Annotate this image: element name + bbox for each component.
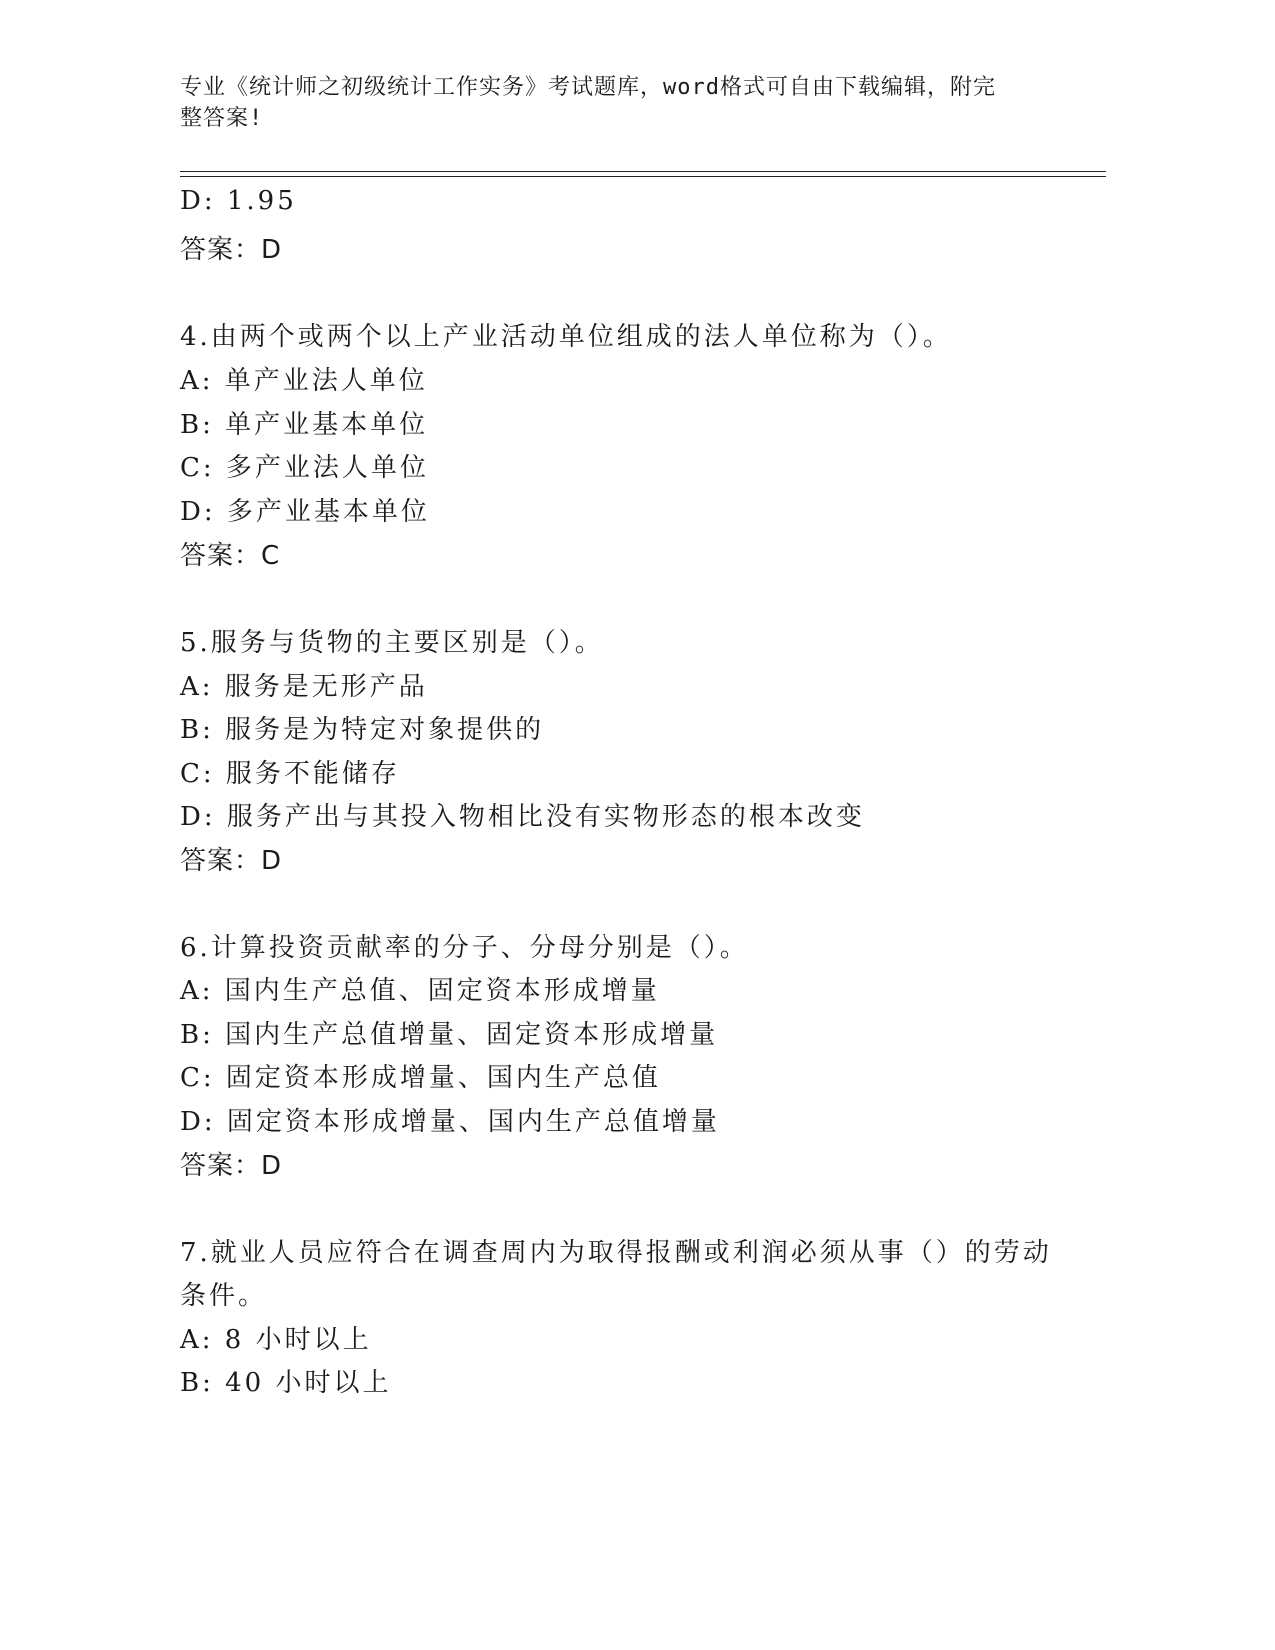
q6-answer: 答案：D	[180, 1151, 283, 1181]
header-line-1: 专业《统计师之初级统计工作实务》考试题库，word格式可自由下载编辑，附完	[180, 75, 996, 100]
q5-option-d: D: 服务产出与其投入物相比没有实物形态的根本改变	[180, 802, 865, 832]
q5-option-a: A: 服务是无形产品	[180, 672, 428, 702]
document-header	[180, 72, 1040, 134]
q6-option-b: B: 国内生产总值增量、固定资本形成增量	[180, 1020, 719, 1050]
prev-option-d: D: 1.95	[180, 186, 297, 216]
q4-answer: 答案：C	[180, 541, 281, 571]
q7-stem-line-1: 7.就业人员应符合在调查周内为取得报酬或利润必须从事（）的劳动	[180, 1238, 1052, 1268]
q6-option-a: A: 国内生产总值、固定资本形成增量	[180, 976, 660, 1006]
q4-option-d: D: 多产业基本单位	[180, 497, 430, 527]
q7-option-b: B: 40 小时以上	[180, 1368, 392, 1398]
header-divider-bottom	[180, 176, 1106, 177]
q5-option-b: B: 服务是为特定对象提供的	[180, 715, 545, 745]
q5-stem: 5.服务与货物的主要区别是（）。	[180, 628, 604, 658]
q4-option-a: A: 单产业法人单位	[180, 366, 428, 396]
q7-option-a: A: 8 小时以上	[180, 1325, 372, 1355]
q6-option-c: C: 固定资本形成增量、国内生产总值	[180, 1063, 661, 1093]
q6-stem: 6.计算投资贡献率的分子、分母分别是（）。	[180, 933, 749, 963]
header-divider-top	[180, 171, 1106, 172]
prev-answer: 答案：D	[180, 235, 283, 265]
q5-answer: 答案：D	[180, 846, 283, 876]
q7-stem-line-2: 条件。	[180, 1281, 268, 1311]
q4-option-b: B: 单产业基本单位	[180, 410, 429, 440]
q5-option-c: C: 服务不能储存	[180, 759, 400, 789]
q4-option-c: C: 多产业法人单位	[180, 453, 429, 483]
header-line-2: 整答案!	[180, 106, 264, 131]
q4-stem: 4.由两个或两个以上产业活动单位组成的法人单位称为（）。	[180, 322, 952, 352]
q6-option-d: D: 固定资本形成增量、国内生产总值增量	[180, 1107, 720, 1137]
